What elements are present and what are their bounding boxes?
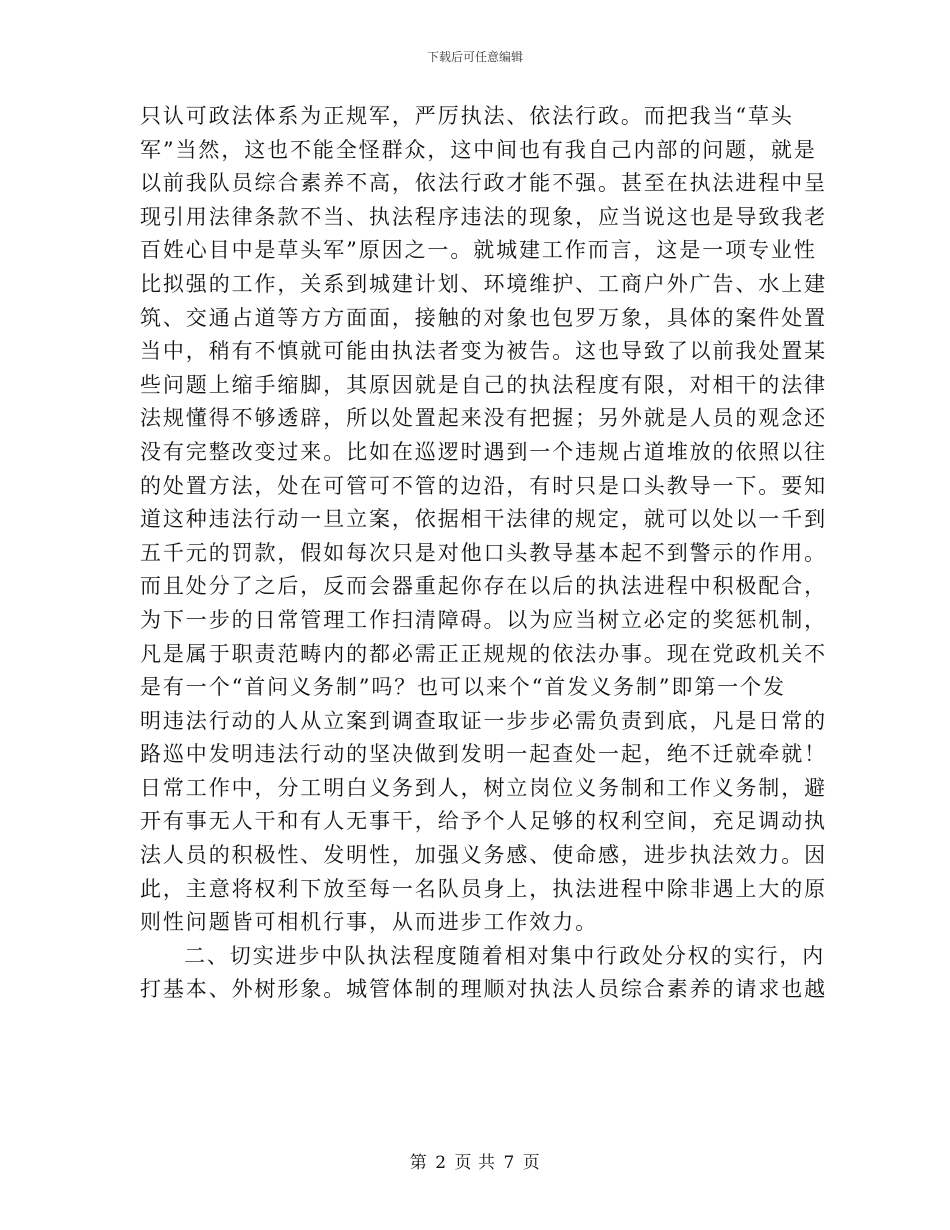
text-line: 军”当然，这也不能全怪群众，这中间也有我自己内部的问题，就是 [140, 137, 817, 162]
text-line: 法规懂得不够透辟，所以处置起来没有把握；另外就是人员的观念还 [140, 406, 827, 431]
text-line: 比拟强的工作，关系到城建计划、环境维护、工商户外广告、水上建 [140, 271, 827, 296]
body-text [140, 100, 827, 1007]
page-footer [0, 1148, 950, 1173]
text-line: 则性问题皆可相机行事，从而进步工作效力。 [140, 910, 598, 935]
text-line: 只认可政法体系为正规军，严厉执法、依法行政。而把我当“草头 [140, 104, 794, 128]
text-line: 此，主意将权利下放至每一名队员身上，执法进程中除非遇上大的原 [140, 876, 827, 901]
text-line: 开有事无人干和有人无事干，给予个人足够的权利空间，充足调动执 [140, 809, 827, 834]
footer-prefix: 第 [409, 1153, 428, 1173]
text-line: 路巡中发明违法行动的坚决做到发明一起查处一起，绝不迁就牵就！ [140, 742, 827, 767]
text-line-indented: 二、切实进步中队执法程度随着相对集中行政处分权的实行，内 [184, 943, 826, 968]
footer-suffix: 页 [522, 1153, 541, 1173]
text-line: 筑、交通占道等方方面面，接触的对象也包罗万象，具体的案件处置 [140, 305, 827, 330]
text-line: 而且处分了之后，反而会器重起你存在以后的执法进程中积极配合， [140, 574, 827, 599]
page-header: 下载后可任意编辑 [426, 50, 523, 64]
text-line: 为下一步的日常管理工作扫清障碍。以为应当树立必定的奖惩机制， [140, 607, 827, 632]
text-line: 些问题上缩手缩脚，其原因就是自己的执法程度有限，对相干的法律 [140, 372, 827, 397]
text-line: 道这种违法行动一旦立案，依据相干法律的规定，就可以处以一千到 [140, 507, 827, 532]
text-line: 是有一个“首问义务制”吗？也可以来个“首发义务制”即第一个发 [140, 675, 786, 700]
footer-middle: 页 共 [454, 1153, 496, 1173]
text-line: 百姓心目中是草头军”原因之一。就城建工作而言，这是一项专业性 [140, 238, 817, 263]
text-line: 凡是属于职责范畴内的都必需正正规规的依法办事。现在党政机关不 [140, 641, 827, 666]
text-line: 的处置方法，处在可管可不管的边沿，有时只是口头教导一下。要知 [140, 473, 827, 498]
text-line: 当中，稍有不慎就可能由执法者变为被告。这也导致了以前我处置某 [140, 339, 827, 364]
text-line: 五千元的罚款，假如每次只是对他口头教导基本起不到警示的作用。 [140, 540, 827, 565]
total-pages: 7 [503, 1153, 515, 1173]
text-line: 没有完整改变过来。比如在巡逻时遇到一个违规占道堆放的依照以往 [140, 439, 827, 464]
text-line: 明违法行动的人从立案到调查取证一步步必需负责到底，凡是日常的 [140, 708, 827, 733]
text-line: 现引用法律条款不当、执法程序违法的现象，应当说这也是导致我老 [140, 204, 827, 229]
text-line: 打基本、外树形象。城管体制的理顺对执法人员综合素养的请求也越 [140, 977, 827, 1002]
text-line: 法人员的积极性、发明性，加强义务感、使命感，进步执法效力。因 [140, 843, 827, 868]
text-line: 以前我队员综合素养不高，依法行政才能不强。甚至在执法进程中呈 [140, 171, 827, 196]
page-number: 2 [435, 1153, 447, 1173]
text-line: 日常工作中，分工明白义务到人，树立岗位义务制和工作义务制，避 [140, 775, 827, 800]
